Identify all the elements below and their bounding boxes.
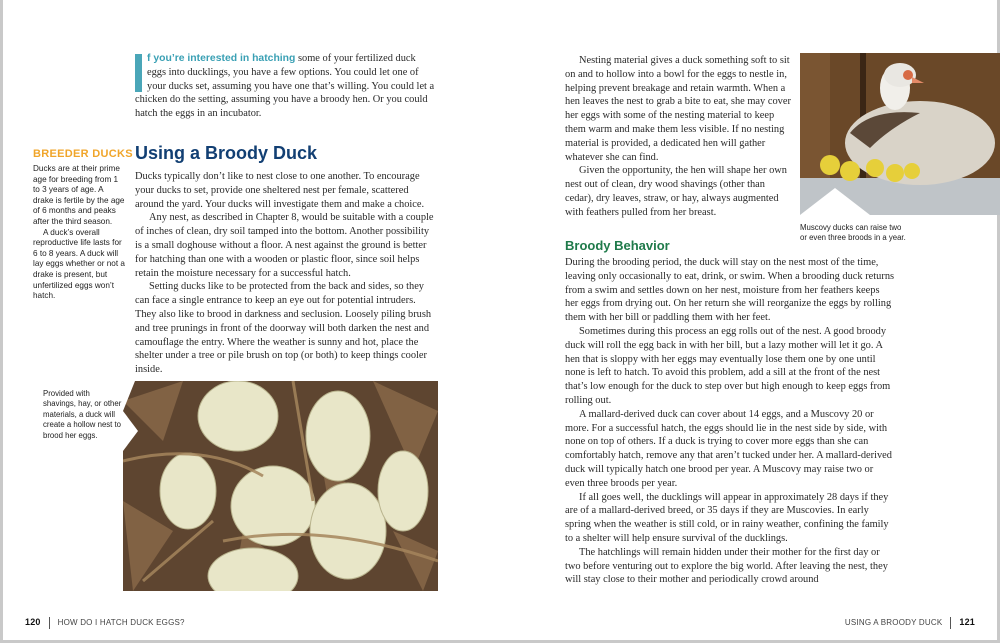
sidebar-body [33, 164, 125, 302]
right-top-text [565, 54, 793, 220]
footer-divider [49, 617, 50, 629]
body-paragraph: Nesting material gives a duck something soft to sit on and to hollow into a bowl for the eggs to nestle in, helping prevent breakage and retain warmth. When a hen leaves the nest to grab a bite to eat, she may cover her eggs with some of the nesting material to keep them warm and make them less visible. If no nesting material is provided, a dedicated hen will gather whatever she can find. [565, 55, 791, 163]
running-head: USING A BROODY DUCK [844, 618, 943, 628]
right-body-text [565, 256, 895, 587]
drop-cap-i [135, 54, 142, 92]
eggs-in-nest-photo [123, 381, 438, 591]
page-number: 121 [959, 617, 975, 628]
intro-text: some of your fertilized duck eggs into ducklings, you have a few options. You could let one of your ducks set, assuming you have one that’s willing. You could let a chicken do the setting, assuming you have a broody hen. Or you could hatch the eggs in an incubator. [135, 53, 435, 120]
body-paragraph: Any nest, as described in Chapter 8, would be suitable with a couple of inches of clean, dry soil tamped into the bottom. Another possibility is a small doghouse without a floor. A nest against the ground is better for hatching than one with a wooden or plastic floor, since soil helps retain the moisture necessary for a successful hatch. [135, 212, 434, 279]
body-paragraph: Setting ducks like to be protected from the back and sides, so they can face a single entrance to keep an eye out for potential intruders. They also like to brood in darkness and seclusion. Loosely piling brush and tree prunings in front of the doorway will both darken the nest and camouflage the entry. Where the weather is sunny and hot, place the shelter under a tree or pile brush on top (or both) to keep things cooler inside. [135, 281, 432, 376]
sidebar-paragraph: Ducks are at their prime age for breeding from 1 to 3 years of age. A drake is fertile by the age of 6 months and peaks after the third season. [33, 164, 125, 226]
intro-lead: f you’re interested in hatching [147, 53, 296, 64]
sidebar-paragraph: A duck’s overall reproductive life lasts for 6 to 8 years. A duck will lay eggs whether or not a drake is present, but unfertilized eggs won’t hatch. [33, 227, 125, 301]
page-number: 120 [25, 617, 41, 628]
eggs-photo-caption: Provided with shavings, hay, or other materials, a duck will create a hollow nest to brood her eggs. [43, 389, 122, 440]
muscovy-duck-photo [800, 53, 1000, 215]
footer-divider [950, 617, 951, 629]
duck-photo-caption: Muscovy ducks can raise two or even three broods in a year. [800, 223, 906, 243]
right-footer [845, 617, 975, 629]
sidebar-title: BREEDER DUCKS [33, 148, 133, 160]
book-spread [3, 0, 997, 640]
body-paragraph: If all goes well, the ducklings will appear in approximately 28 days if they are of a mallard-derived breed, or 35 days if they are Muscovies. In early spring when the weather is still cold, or in rainy weather, confining the family to a shelter will help ensure survival of the ducklings. [565, 491, 889, 544]
running-head: HOW DO I HATCH DUCK EGGS? [57, 618, 185, 628]
section-heading: Broody Behavior [565, 238, 670, 253]
left-footer [25, 617, 185, 629]
body-paragraph: A mallard-derived duck can cover about 14 eggs, and a Muscovy 20 or more. For a successful hatch, the eggs should lie in the nest side by side, with none on top of others. If a duck is trying to cover more eggs than she can comfortably hatch, remove any that aren’t tucked under her. A mallard-derived duck will typically hatch one brood per year. A Muscovy may raise two or even three broods per year. [565, 408, 892, 489]
body-paragraph: The hatchlings will remain hidden under their mother for the first day or two before venturing out to explore the big world. After leaving the nest, they will stay close to their mother and periodically crowd around [565, 546, 888, 586]
left-body-text [135, 170, 437, 377]
intro-paragraph [135, 52, 437, 121]
body-paragraph: Ducks typically don’t like to nest close to one another. To encourage your ducks to set, provide one sheltered nest per female, scattered around the yard. Your ducks will investigate them and make a choice. [135, 171, 425, 210]
body-paragraph: Sometimes during this process an egg rolls out of the nest. A good broody duck will roll the egg back in with her bill, but a lazy mother will let it go. A hen that is sloppy with her eggs may eventually lose them one by one until none is left to hatch. To avoid this problem, add a sill at the front of the nest that’s low enough for the duck to step over but high enough to keep eggs from rolling out. [565, 325, 891, 406]
section-heading: Using a Broody Duck [135, 143, 318, 163]
body-paragraph: Given the opportunity, the hen will shape her own nest out of clean, dry wood shavings (other than cedar), dry leaves, straw, or hay, always augmented with feathers pulled from her breast. [565, 165, 787, 218]
body-paragraph: During the brooding period, the duck will stay on the nest most of the time, leaving only occasionally to eat, drink, or swim. When a brooding duck returns from a swim and settles down on her nest, moisture from her feathers keeps her eggs from drying out. On her return she will reorganize the eggs by rolling them with her bill or paddling them with her feet. [565, 257, 895, 324]
